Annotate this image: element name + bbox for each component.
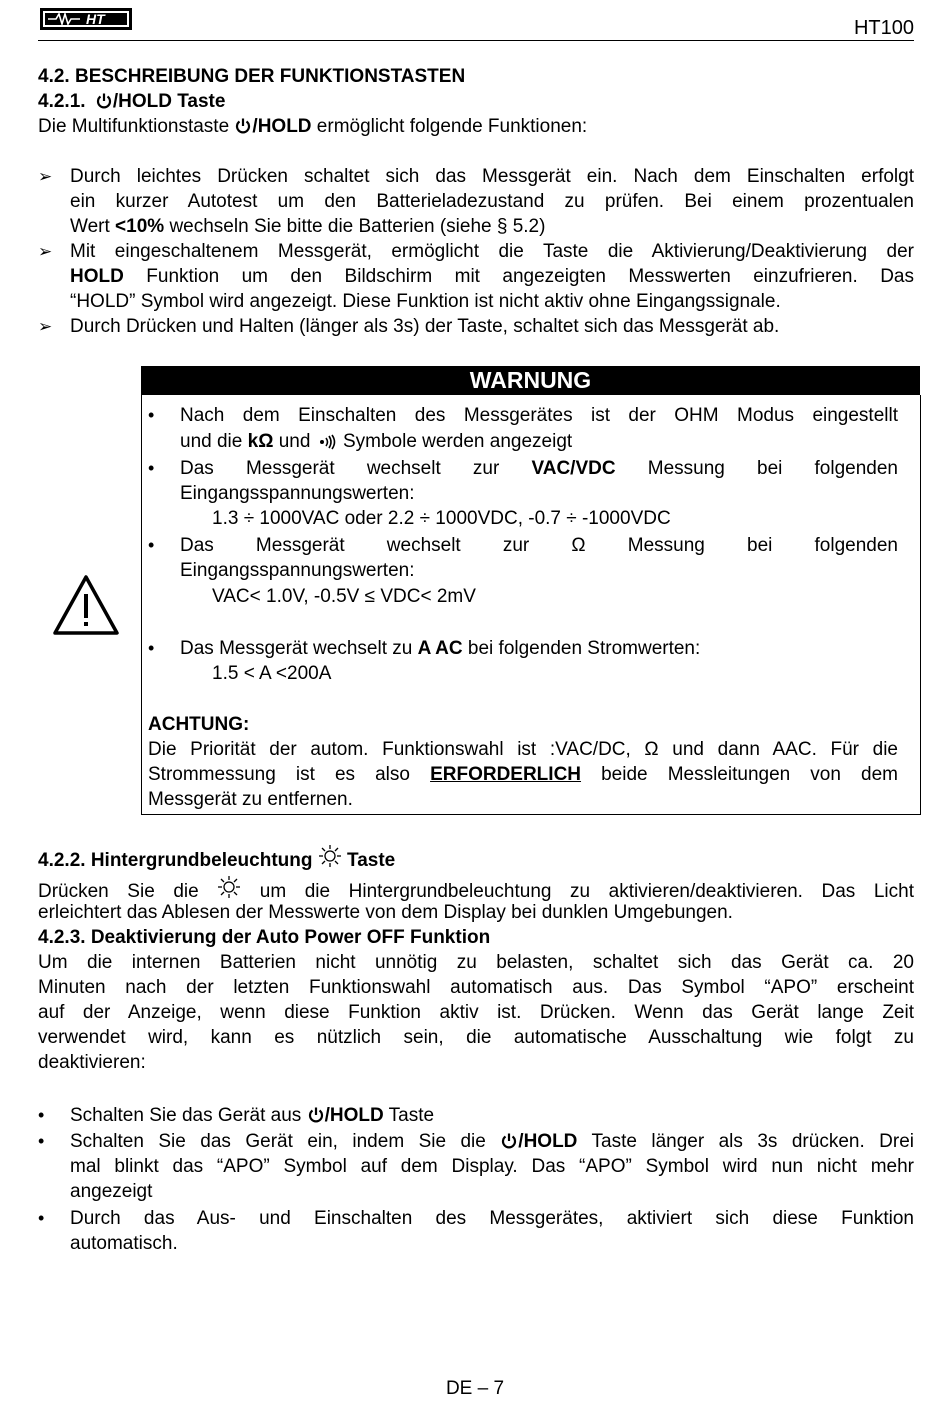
backlight-sun-icon [217, 875, 241, 899]
warning-item: Nach dem Einschalten des Messgerätes ist der OHM Modus eingestellt [180, 405, 898, 426]
list-item: Wert <10% wechseln Sie bitte die Batterien (siehe § 5.2) [70, 216, 546, 237]
paragraph-line: verwendet wird, kann es nützlich sein, die automatische Ausschaltung wie folgt zu [38, 1027, 914, 1048]
list-item: automatisch. [70, 1233, 178, 1254]
bullet-dot: • [38, 1105, 45, 1125]
list-item: Durch Drücken und Halten (länger als 3s) der Taste, schaltet sich das Messgerät ab. [70, 316, 780, 337]
power-icon [500, 1132, 518, 1150]
subsection-title-423: 4.2.3. Deaktivierung der Auto Power OFF Funktion [38, 927, 491, 948]
ht-logo-icon [40, 8, 132, 30]
warning-value: 1.3 ÷ 1000VAC oder 2.2 ÷ 1000VDC, -0.7 ÷ -1000VDC [212, 508, 671, 529]
warning-item: Eingangsspannungswerten: [180, 483, 415, 504]
intro-text: Die Multifunktionstaste /HOLD ermöglicht folgende Funktionen: [38, 116, 588, 137]
achtung-label: ACHTUNG: [148, 714, 250, 735]
list-item: Mit eingeschaltenem Messgerät, ermöglicht die Taste die Aktivierung/Deaktivierung der [70, 241, 914, 262]
achtung-text: Messgerät zu entfernen. [148, 789, 353, 810]
power-icon [234, 117, 252, 135]
model-label: HT100 [853, 17, 914, 39]
buzzer-icon [316, 434, 338, 450]
warning-item: und die kΩ und Symbole werden angezeigt [180, 431, 573, 452]
subsection-title-422: 4.2.2. Hintergrundbeleuchtung Taste [38, 844, 395, 873]
paragraph-line: Drücken Sie die um die Hintergrundbeleuchtung zu aktivieren/deaktivieren. Das Licht [38, 875, 914, 904]
subsection-title-421: 4.2.1. /HOLD Taste [38, 91, 226, 112]
bullet-dot: • [148, 638, 155, 658]
warning-triangle-icon [52, 574, 120, 636]
paragraph-line: erleichtert das Ablesen der Messwerte von dem Display bei dunklen Umgebungen. [38, 902, 733, 923]
list-item: Durch das Aus- und Einschalten des Messgerätes, aktiviert sich diese Funktion [70, 1208, 914, 1229]
paragraph-line: Minuten nach der letzten Funktionswahl automatisch aus. Das Symbol “APO” erscheint [38, 977, 914, 998]
warning-item: Eingangsspannungswerten: [180, 560, 415, 581]
power-icon [95, 92, 113, 110]
warning-title: WARNUNG [141, 366, 920, 395]
bullet-dot: • [38, 1208, 45, 1228]
list-item: “HOLD” Symbol wird angezeigt. Diese Funktion ist nicht aktiv ohne Eingangssignale. [70, 291, 781, 312]
list-item: HOLD Funktion um den Bildschirm mit angezeigten Messwerten einzufrieren. Das [70, 266, 914, 287]
section-title: 4.2. BESCHREIBUNG DER FUNKTIONSTASTEN [38, 66, 466, 87]
list-item: angezeigt [70, 1181, 153, 1202]
bullet-dot: • [38, 1131, 45, 1151]
list-item: mal blinkt das “APO” Symbol auf dem Display. Das “APO” Symbol wird nun nicht mehr [70, 1156, 914, 1177]
warning-item: Das Messgerät wechselt zu A AC bei folgenden Stromwerten: [180, 638, 701, 659]
list-item: Schalten Sie das Gerät aus /HOLD Taste [70, 1105, 435, 1126]
warning-item: Das Messgerät wechselt zur VAC/VDC Messung bei folgenden [180, 458, 898, 479]
list-item: Schalten Sie das Gerät ein, indem Sie die /HOLD Taste länger als 3s drücken. Drei [70, 1131, 915, 1152]
list-item: ein kurzer Autotest um den Batterieladezustand zu prüfen. Bei einem prozentualen [70, 191, 914, 212]
power-icon [307, 1106, 325, 1124]
paragraph-line: deaktivieren: [38, 1052, 146, 1073]
svg-text:HT: HT [86, 11, 105, 27]
warning-value: 1.5 < A <200A [212, 663, 332, 684]
warning-item: Das Messgerät wechselt zur Ω Messung bei folgenden [180, 535, 898, 556]
bullet-dot: • [148, 405, 155, 425]
backlight-sun-icon [318, 844, 342, 868]
arrow-bullet-icon: ➢ [38, 167, 53, 186]
achtung-text: Strommessung ist es also ERFORDERLICH beide Messleitungen von dem [148, 764, 898, 785]
warning-value: VAC< 1.0V, -0.5V ≤ VDC< 2mV [212, 586, 476, 607]
bullet-dot: • [148, 535, 155, 555]
paragraph-line: Um die internen Batterien nicht unnötig zu belasten, schaltet sich das Gerät ca. 20 [38, 952, 914, 973]
page-number: DE – 7 [445, 1378, 505, 1399]
list-item: Durch leichtes Drücken schaltet sich das Messgerät ein. Nach dem Einschalten erfolgt [70, 166, 914, 187]
achtung-text: Die Priorität der autom. Funktionswahl ist :VAC/DC, Ω und dann AAC. Für die [148, 739, 898, 760]
paragraph-line: auf der Anzeige, wenn diese Funktion aktiv ist. Drücken. Wenn das Gerät lange Zeit [38, 1002, 914, 1023]
bullet-dot: • [148, 458, 155, 478]
arrow-bullet-icon: ➢ [38, 242, 53, 261]
arrow-bullet-icon: ➢ [38, 317, 53, 336]
page-header [38, 6, 914, 41]
